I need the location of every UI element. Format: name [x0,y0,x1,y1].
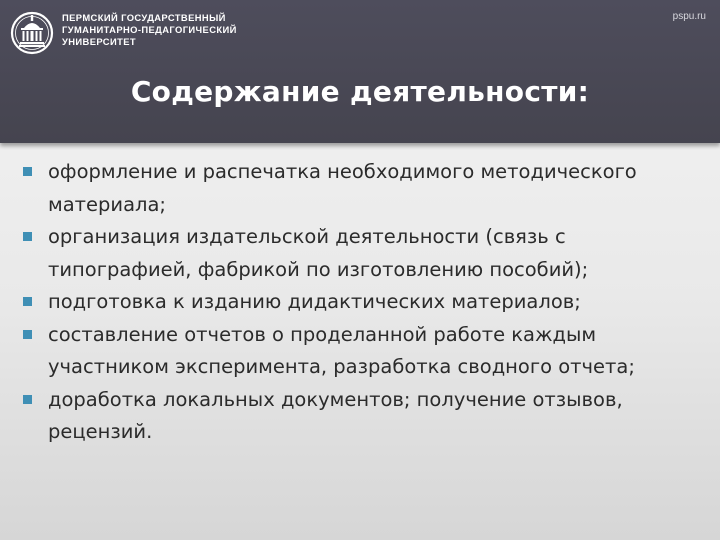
university-name-line-3: УНИВЕРСИТЕТ [62,36,136,47]
list-item-text: подготовка к изданию дидактических материалов; [48,290,581,313]
list-item-text: доработка локальных документов; получение отзывов, рецензий. [48,387,623,443]
university-name-line-1: ПЕРМСКИЙ ГОСУДАРСТВЕННЫЙ [62,12,226,23]
header-bar [0,0,720,143]
square-bullet-icon [23,395,32,404]
list-item [22,221,692,286]
list-item [22,286,692,319]
square-bullet-icon [23,297,32,306]
square-bullet-icon [23,330,32,339]
square-bullet-icon [23,167,32,176]
list-item-text: оформление и распечатка необходимого методического материала; [48,160,637,216]
university-name-line-2: ГУМАНИТАРНО-ПЕДАГОГИЧЕСКИЙ [62,24,237,35]
university-logo-icon [10,9,54,57]
activity-list [22,156,692,449]
list-item [22,156,692,221]
square-bullet-icon [23,232,32,241]
list-item [22,319,692,384]
university-name [62,12,292,48]
slide-title: Содержание деятельности: [130,75,590,108]
list-item-text: составление отчетов о проделанной работе каждым участником эксперимента, разработка сводного отчета; [48,322,635,378]
site-link[interactable]: pspu.ru [672,11,706,22]
list-item [22,384,692,449]
list-item-text: организация издательской деятельности (связь с типографией, фабрикой по изготовлению пособий); [48,225,589,281]
